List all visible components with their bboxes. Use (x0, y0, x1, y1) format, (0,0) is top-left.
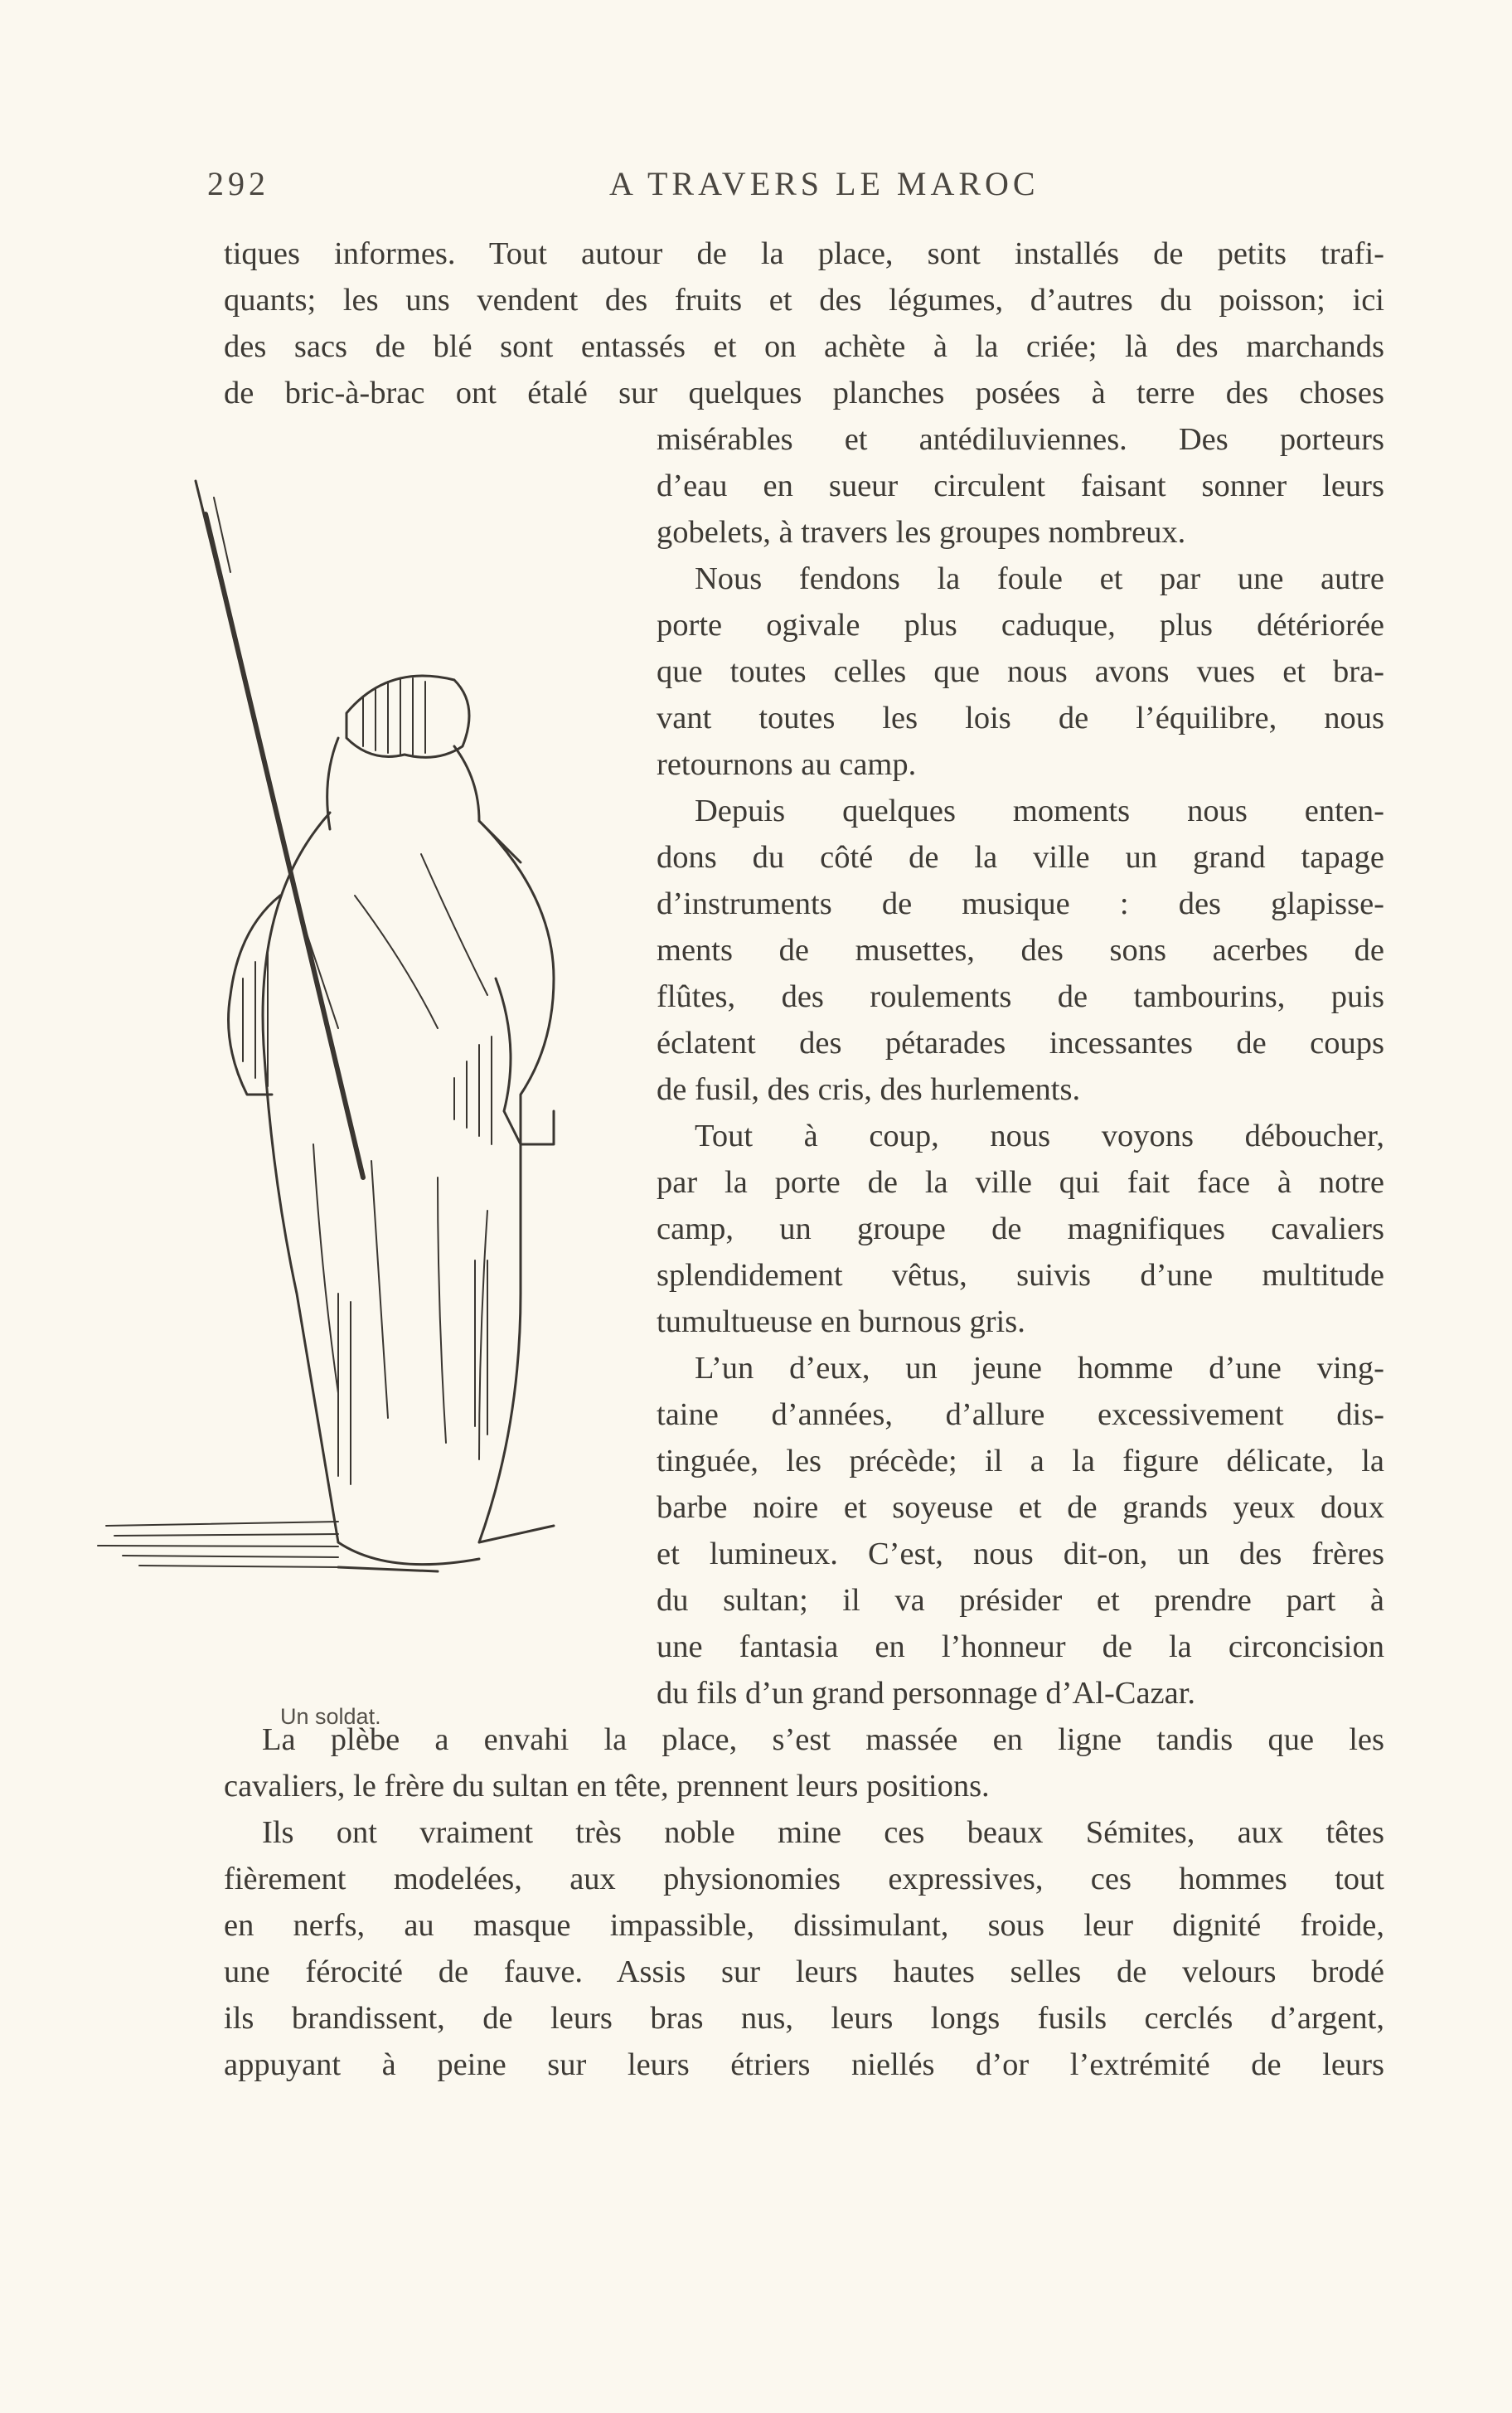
text-line: La plèbe a envahi la place, s’est massée en ligne tandis que les (262, 1722, 1384, 1757)
text-line: tiques informes. Tout autour de la place, sont installés de petits trafi- (224, 236, 1384, 271)
text-line: d’eau en sueur circulent faisant sonner leurs (657, 469, 1384, 503)
text-line: par la porte de la ville qui fait face à notre (657, 1165, 1384, 1200)
text-line: ils brandissent, de leurs bras nus, leurs longs fusils cerclés d’argent, (224, 2001, 1384, 2036)
running-title: A TRAVERS LE MAROC (609, 165, 1040, 202)
text-line: misérables et antédiluviennes. Des porteurs (657, 422, 1384, 457)
text-line: splendidement vêtus, suivis d’une multitude (657, 1258, 1384, 1293)
text-line: retournons au camp. (657, 747, 917, 782)
text-line: du fils d’un grand personnage d’Al-Cazar. (657, 1676, 1196, 1711)
figure-caption: Un soldat. (280, 1704, 381, 1729)
text-line: une fantasia en l’honneur de la circoncision (657, 1629, 1384, 1664)
text-line: et lumineux. C’est, nous dit-on, un des frères (657, 1537, 1384, 1571)
text-line: taine d’années, d’allure excessivement dis- (657, 1397, 1384, 1432)
text-line: quants; les uns vendent des fruits et des légumes, d’autres du poisson; ici (224, 283, 1384, 318)
text-line: porte ogivale plus caduque, plus détériorée (657, 608, 1384, 643)
text-line: Ils ont vraiment très noble mine ces beaux Sémites, aux têtes (262, 1815, 1384, 1850)
text-line: barbe noire et soyeuse et de grands yeux doux (657, 1490, 1384, 1525)
text-line: Nous fendons la foule et par une autre (695, 561, 1384, 596)
text-line: camp, un groupe de magnifiques cavaliers (657, 1211, 1384, 1246)
text-line: dons du côté de la ville un grand tapage (657, 840, 1384, 875)
text-line: du sultan; il va présider et prendre part à (657, 1583, 1384, 1618)
page-header (207, 164, 1384, 214)
page-number: 292 (207, 165, 269, 202)
text-line: Tout à coup, nous voyons déboucher, (695, 1119, 1384, 1153)
text-line: en nerfs, au masque impassible, dissimulant, sous leur dignité froide, (224, 1908, 1384, 1943)
text-line: de bric-à-brac ont étalé sur quelques planches posées à terre des choses (224, 376, 1384, 410)
soldier-illustration-icon (90, 464, 595, 1675)
text-line: une férocité de fauve. Assis sur leurs hautes selles de velours brodé (224, 1954, 1384, 1989)
text-line: flûtes, des roulements de tambourins, puis (657, 979, 1384, 1014)
text-line: des sacs de blé sont entassés et on achète à la criée; là des marchands (224, 329, 1384, 364)
text-line: fièrement modelées, aux physionomies expressives, ces hommes tout (224, 1862, 1384, 1896)
text-line: que toutes celles que nous avons vues et bra- (657, 654, 1384, 689)
text-line: L’un d’eux, un jeune homme d’une ving- (695, 1351, 1384, 1386)
text-line: appuyant à peine sur leurs étriers niellés d’or l’extrémité de leurs (224, 2047, 1384, 2082)
text-line: gobelets, à travers les groupes nombreux. (657, 515, 1186, 550)
text-line: tinguée, les précède; il a la figure délicate, la (657, 1444, 1384, 1478)
text-line: éclatent des pétarades incessantes de coups (657, 1026, 1384, 1061)
text-line: tumultueuse en burnous gris. (657, 1304, 1025, 1339)
text-line: Depuis quelques moments nous enten- (695, 794, 1384, 828)
text-line: ments de musettes, des sons acerbes de (657, 933, 1384, 968)
text-line: vant toutes les lois de l’équilibre, nous (657, 701, 1384, 736)
text-line: cavaliers, le frère du sultan en tête, prennent leurs positions. (224, 1769, 990, 1804)
text-line: d’instruments de musique : des glapisse- (657, 886, 1384, 921)
text-line: de fusil, des cris, des hurlements. (657, 1072, 1081, 1107)
